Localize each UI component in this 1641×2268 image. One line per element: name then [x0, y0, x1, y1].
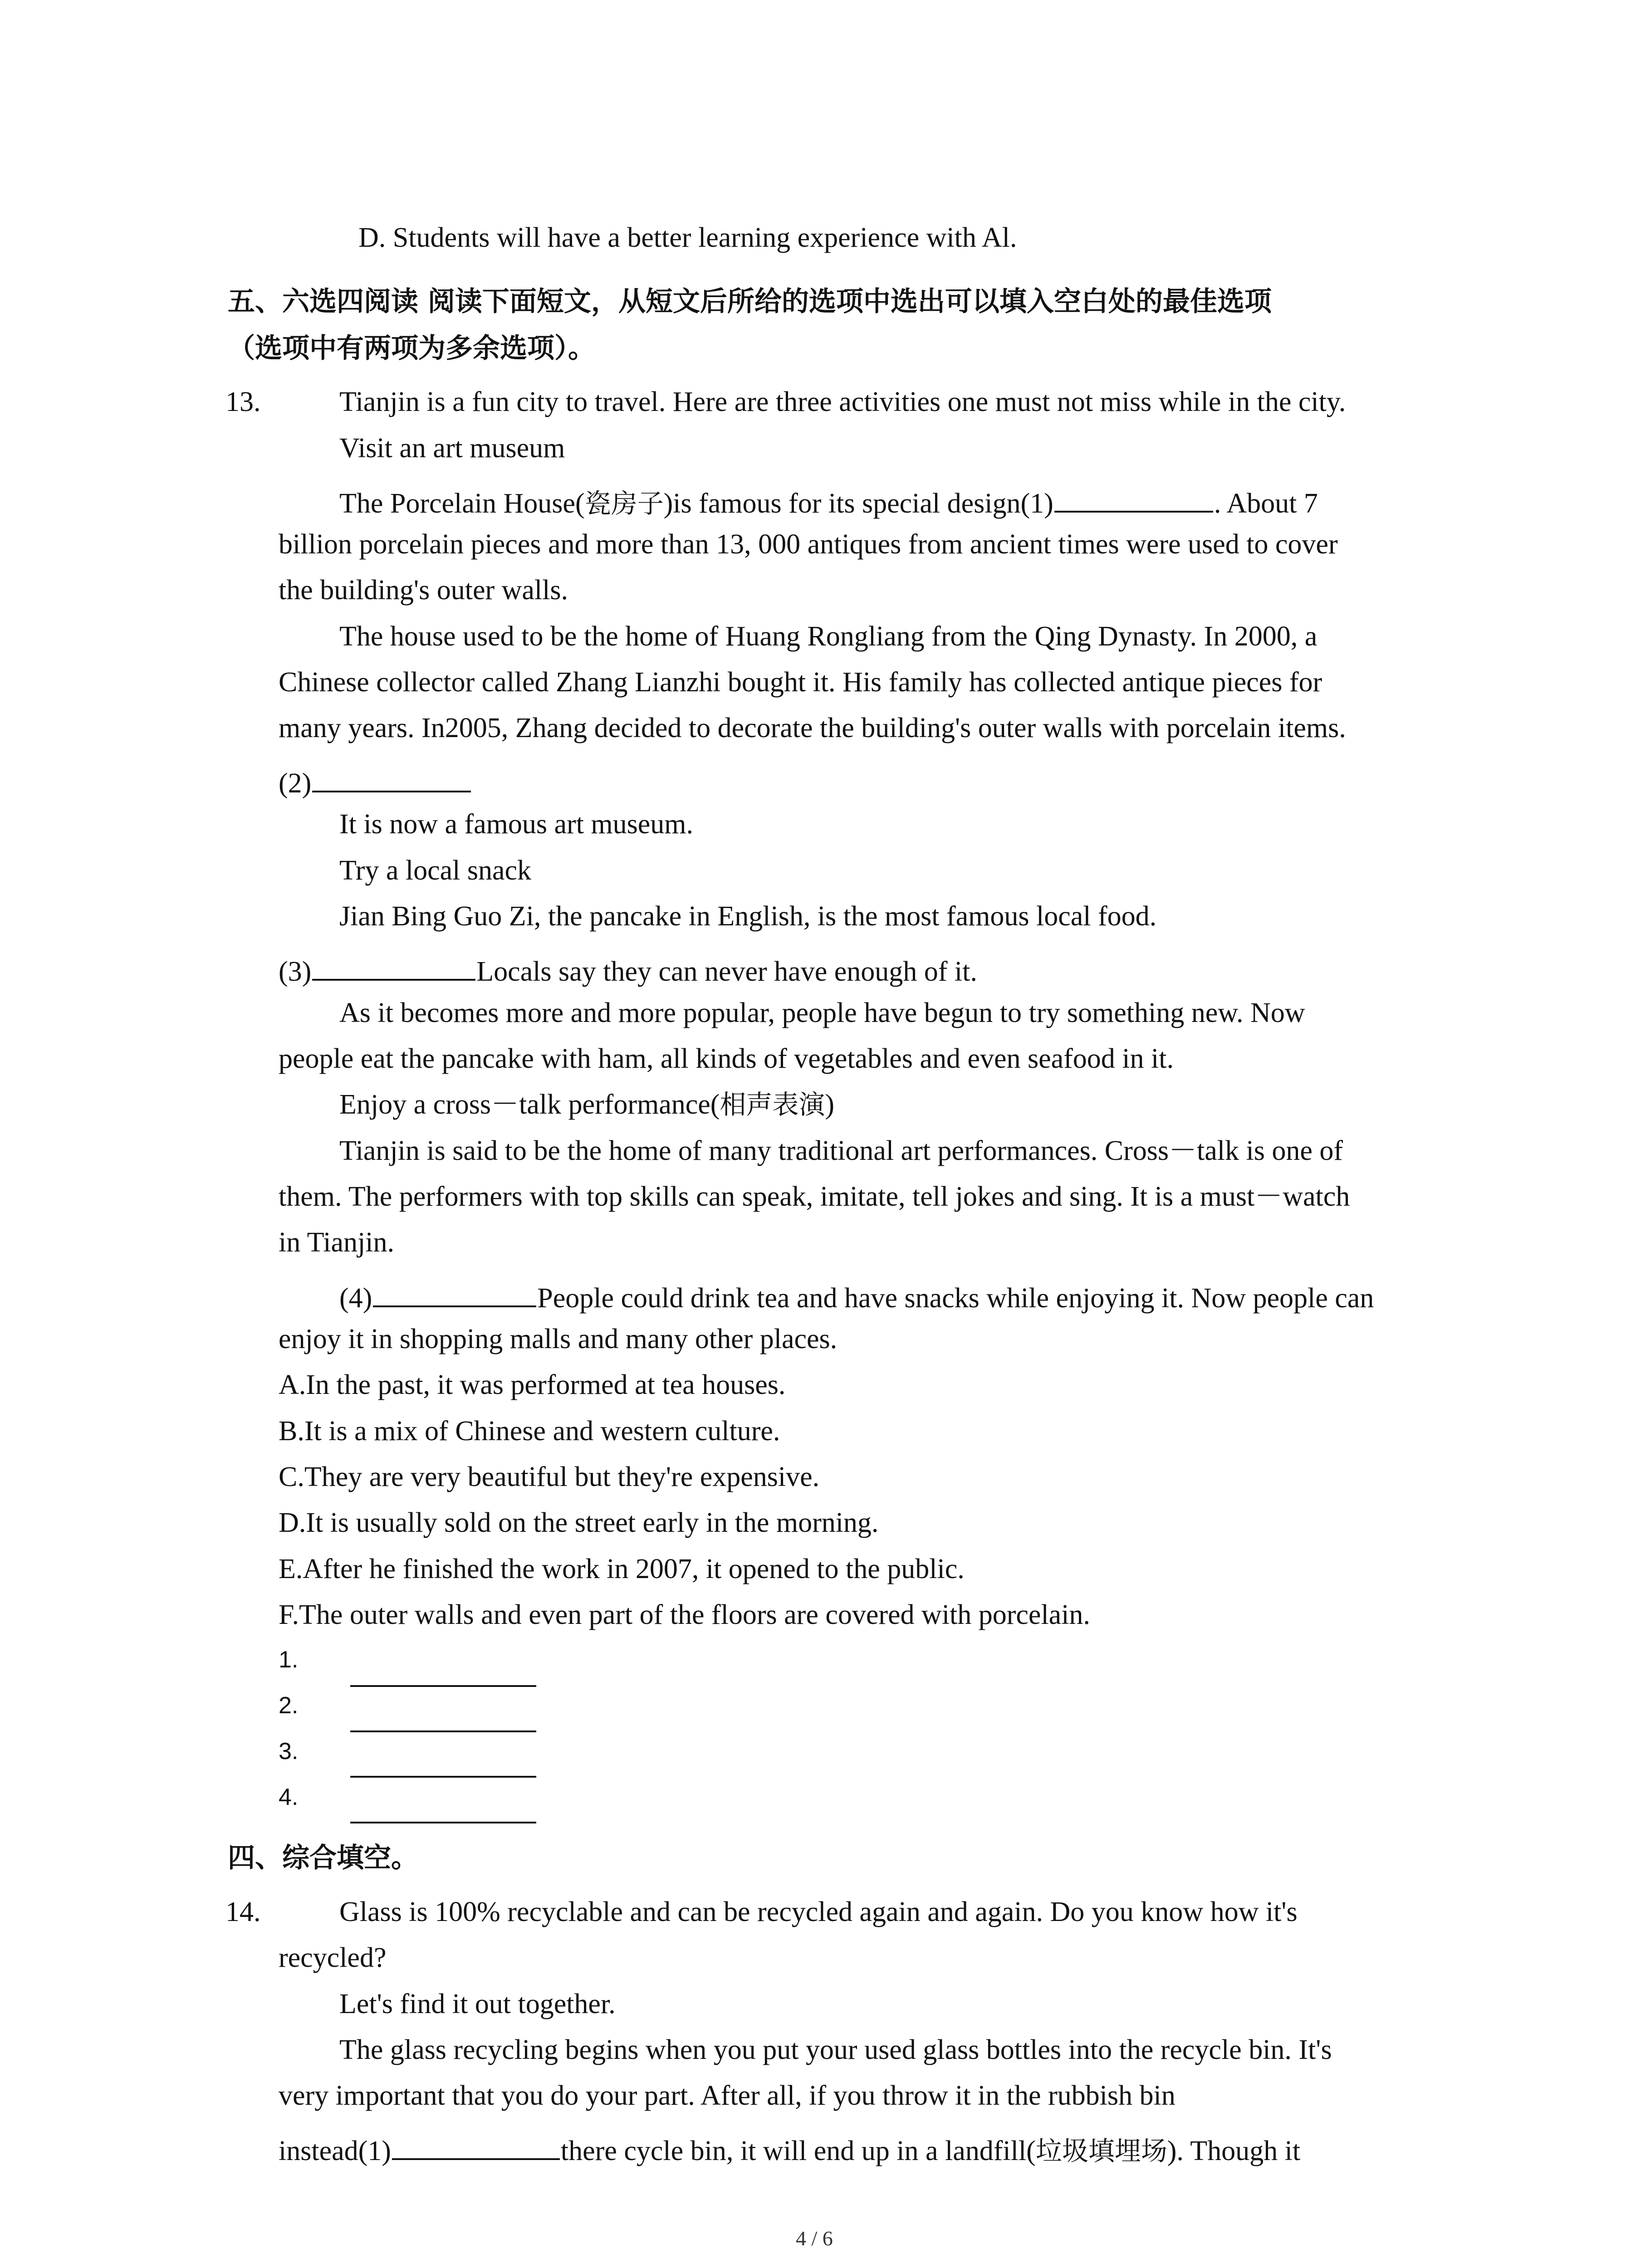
chinese-gloss: 垃圾填埋场	[1035, 2136, 1167, 2166]
q13-p1-line1: The Porcelain House(瓷房子)is famous for its special design(1) . About 7	[339, 484, 1318, 518]
section5-heading-line1: 五、六选四阅读 阅读下面短文，从短文后所给的选项中选出可以填入空白处的最佳选项	[228, 286, 1272, 318]
answer-2-blank[interactable]	[350, 1730, 536, 1732]
q14-line2: recycled?	[279, 1942, 387, 1973]
question-13-number: 13.	[225, 386, 261, 417]
q13-subheading-art-museum: Visit an art museum	[339, 433, 565, 464]
blank-1[interactable]	[1054, 484, 1213, 513]
q13-p3: It is now a famous art museum.	[339, 809, 694, 840]
page-number: 4 / 6	[796, 2227, 833, 2250]
q13-p6-line2: people eat the pancake with ham, all kinds of vegetables and even seafood in it.	[279, 1043, 1174, 1074]
answer-1-number: 1.	[279, 1647, 299, 1673]
q13-p1-line3: the building's outer walls.	[279, 575, 568, 606]
blank-2[interactable]	[312, 764, 471, 792]
option-f: F.The outer walls and even part of the floors are covered with porcelain.	[279, 1599, 1090, 1630]
chinese-gloss: 相声表演	[720, 1089, 825, 1120]
option-b: B.It is a mix of Chinese and western culture.	[279, 1416, 780, 1447]
q13-p4: Jian Bing Guo Zi, the pancake in English, is the most famous local food.	[339, 901, 1157, 932]
q13-p2-line2: Chinese collector called Zhang Lianzhi bought it. His family has collected antique pieces for	[279, 667, 1323, 698]
answer-1-blank[interactable]	[350, 1685, 536, 1687]
q13-p2-line3: many years. In2005, Zhang decided to decorate the building's outer walls with porcelain items.	[279, 713, 1346, 743]
section5-heading-line2: （选项中有两项为多余选项）。	[228, 332, 595, 364]
q13-p8-line2: enjoy it in shopping malls and many other places.	[279, 1324, 838, 1354]
option-c: C.They are very beautiful but they're expensive.	[279, 1461, 820, 1492]
answer-4-blank[interactable]	[350, 1822, 536, 1823]
option-a: A.In the past, it was performed at tea houses.	[279, 1369, 786, 1400]
chinese-gloss: 瓷房子	[584, 488, 664, 519]
q13-intro: Tianjin is a fun city to travel. Here are three activities one must not miss while in the city.	[339, 386, 1346, 417]
answer-3-blank[interactable]	[350, 1776, 536, 1778]
q13-p7-line2: them. The performers with top skills can speak, imitate, tell jokes and sing. It is a must－watch	[279, 1181, 1350, 1212]
q14-line6: instead(1) there cycle bin, it will end up in a landfill(垃圾填埋场). Though it	[279, 2132, 1300, 2165]
q13-subheading-local-snack: Try a local snack	[339, 855, 532, 886]
q13-p1-line2: billion porcelain pieces and more than 13, 000 antiques from ancient times were used to cover	[279, 529, 1338, 560]
q14-line1: Glass is 100% recyclable and can be recycled again and again. Do you know how it's	[339, 1897, 1298, 1927]
option-d: D.It is usually sold on the street early in the morning.	[279, 1507, 879, 1538]
q14-line4: The glass recycling begins when you put your used glass bottles into the recycle bin. It's	[339, 2034, 1332, 2065]
question-14-number: 14.	[225, 1897, 261, 1927]
q13-blank3-line: (3) Locals say they can never have enough of it.	[279, 953, 977, 986]
blank-3[interactable]	[312, 953, 475, 981]
answer-4-number: 4.	[279, 1784, 299, 1810]
answer-2-number: 2.	[279, 1692, 299, 1719]
q13-p7-line3: in Tianjin.	[279, 1227, 394, 1258]
q13-blank4-line: (4) People could drink tea and have snacks while enjoying it. Now people can	[339, 1279, 1374, 1312]
q14-line3: Let's find it out together.	[339, 1989, 616, 2019]
blank-4[interactable]	[373, 1279, 536, 1307]
q13-p2-line1: The house used to be the home of Huang Rongliang from the Qing Dynasty. In 2000, a	[339, 621, 1318, 652]
q13-p6-line1: As it becomes more and more popular, people have begun to try something new. Now	[339, 997, 1305, 1028]
q13-p7-line1: Tianjin is said to be the home of many traditional art performances. Cross－talk is one of	[339, 1135, 1343, 1166]
section4-heading: 四、综合填空。	[228, 1842, 418, 1874]
q14-blank-1[interactable]	[392, 2132, 560, 2160]
q13-blank2-line: (2)	[279, 764, 472, 797]
prev-option-d: D. Students will have a better learning experience with Al.	[358, 222, 1017, 253]
q13-subheading-cross-talk: Enjoy a cross－talk performance(相声表演)	[339, 1089, 835, 1120]
answer-3-number: 3.	[279, 1738, 299, 1765]
option-e: E.After he finished the work in 2007, it opened to the public.	[279, 1554, 965, 1584]
q14-line5: very important that you do your part. After all, if you throw it in the rubbish bin	[279, 2080, 1176, 2111]
